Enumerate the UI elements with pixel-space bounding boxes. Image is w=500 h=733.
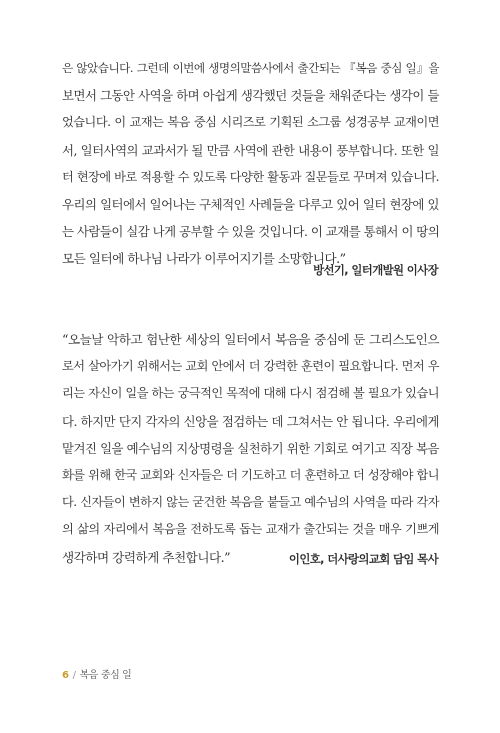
paragraph-line: 었습니다. 이 교재는 복음 중심 시리즈로 기획된 소그룹 성경공부 교재이면 (62, 115, 439, 130)
paragraph-line: 맡겨진 일을 예수님의 지상명령을 실천하기 위한 기회로 여기고 직장 복음 (62, 440, 439, 456)
recommender-2-signature: 이인호, 더사랑의교회 담임 목사 (288, 552, 438, 566)
recommender-1-signature: 방선기, 일터개발원 이사장 (313, 263, 438, 277)
paragraph-line: 다. 하지만 단지 각자의 신앙을 점검하는 데 그쳐서는 안 됩니다. 우리에게 (62, 413, 439, 429)
paragraph-line: 서, 일터사역의 교과서가 될 만큼 사역에 관한 내용이 풍부합니다. 또한 일 (62, 142, 439, 158)
recommendation-2-paragraph (62, 326, 439, 571)
page-footer (62, 666, 131, 681)
paragraph-line: “오늘날 악하고 험난한 세상의 일터에서 복음을 중심에 둔 그리스도인으 (62, 332, 439, 347)
paragraph-line: 생각하며 강력하게 추천합니다.” (62, 549, 231, 565)
page-number: 6 (62, 670, 69, 681)
running-book-title: 복음 중심 일 (79, 670, 132, 681)
recommendation-1-paragraph (62, 55, 439, 273)
paragraph-line: 보면서 그동안 사역을 하며 아쉽게 생각했던 것들을 채워준다는 생각이 들 (62, 88, 439, 104)
paragraph-line: 모든 일터에 하나님 나라가 이루어지기를 소망합니다.” (62, 251, 346, 267)
paragraph-line: 로서 살아가기 위해서는 교회 안에서 더 강력한 훈련이 필요합니다. 먼저 우 (62, 359, 439, 374)
paragraph-line: 의 삶의 자리에서 복음을 전하도록 돕는 교재가 출간되는 것을 매우 기쁘게 (62, 522, 439, 537)
footer-separator: / (72, 670, 76, 681)
paragraph-line: 화를 위해 한국 교회와 신자들은 더 기도하고 더 훈련하고 더 성장해야 합니 (62, 467, 439, 482)
paragraph-line: 다. 신자들이 변하지 않는 굳건한 복음을 붙들고 예수님의 사역을 따라 각자 (62, 495, 439, 510)
paragraph-line: 우리의 일터에서 일어나는 구체적인 사례들을 다루고 있어 일터 현장에 있 (62, 196, 439, 212)
paragraph-line: 는 사람들이 실감 나게 공부할 수 있을 것입니다. 이 교재를 통해서 이 땅의 (62, 224, 440, 240)
paragraph-line: 리는 자신이 일을 하는 궁극적인 목적에 대해 다시 점검해 볼 필요가 있습니 (62, 386, 439, 401)
paragraph-line: 은 않았습니다. 그런데 이번에 생명의말씀사에서 출간되는 『복음 중심 일』을 (62, 61, 439, 75)
paragraph-line: 터 현장에 바로 적용할 수 있도록 다양한 활동과 질문들로 꾸며져 있습니다. (62, 169, 439, 184)
